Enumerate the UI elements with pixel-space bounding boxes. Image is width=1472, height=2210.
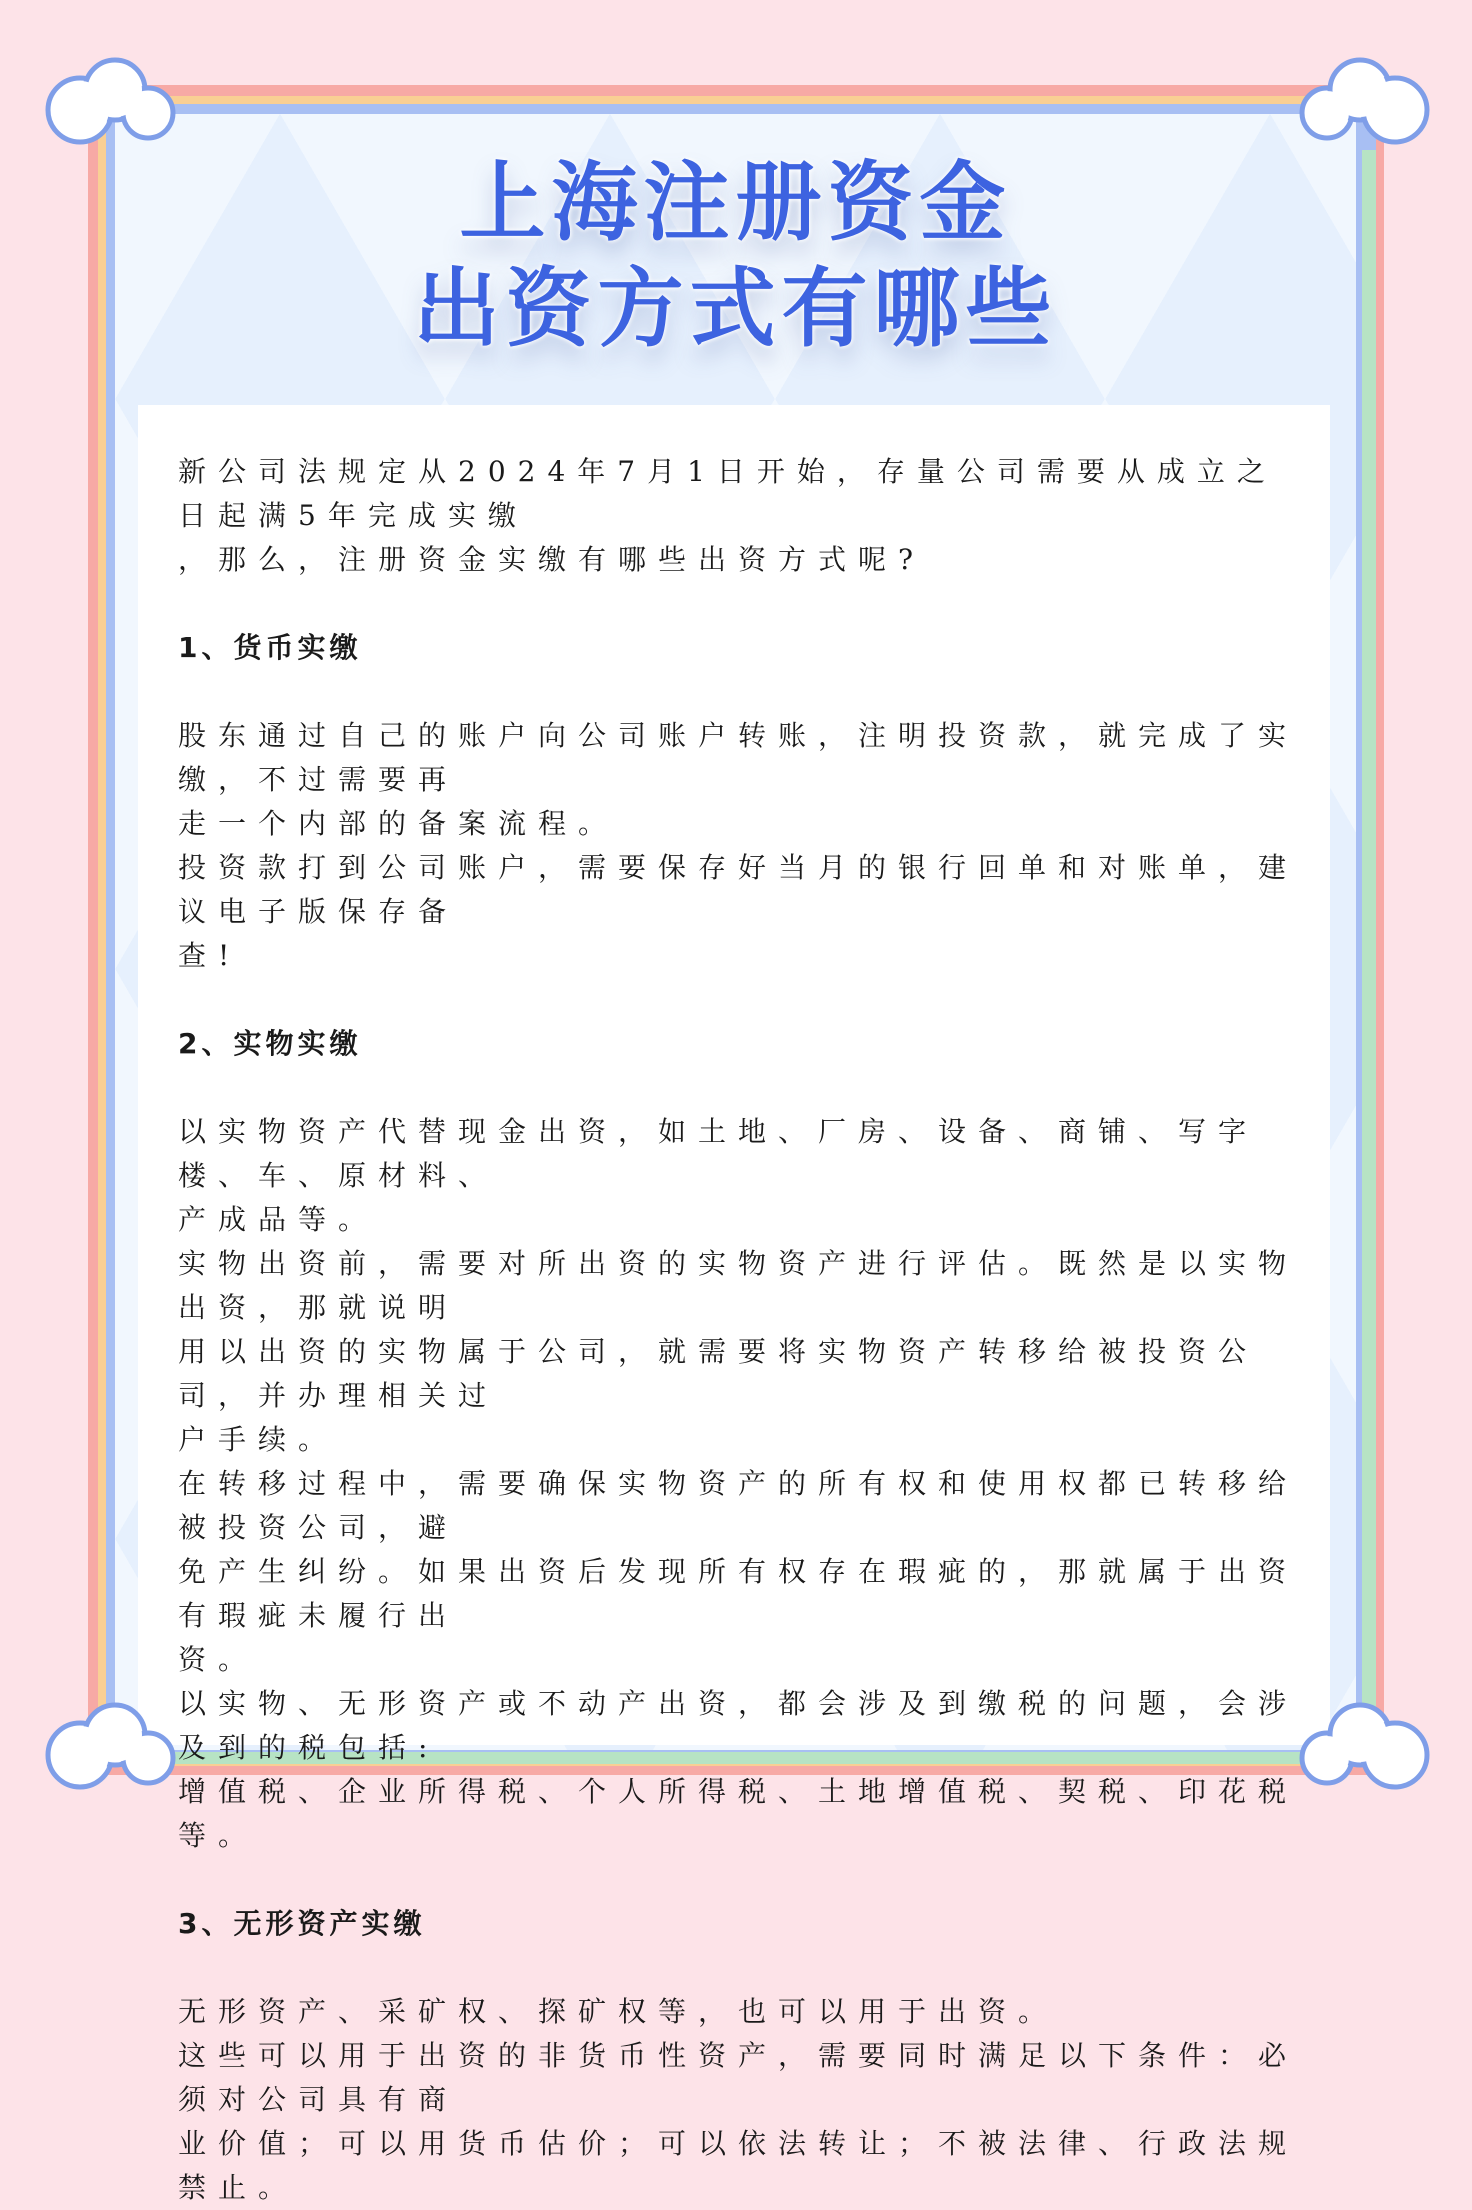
- rainbow-stripe-green: [1362, 150, 1376, 1750]
- section-line: 投资款打到公司账户，需要保存好当月的银行回单和对账单，建议电子版保存备: [178, 851, 1299, 928]
- title-line-2: 出资方式有哪些: [413, 258, 1058, 359]
- section-line: 产成品等。: [178, 1203, 379, 1236]
- section-line: 在转移过程中，需要确保实物资产的所有权和使用权都已转移给被投资公司，避: [178, 1467, 1299, 1544]
- section-line: 业价值；可以用货币估价；可以依法转让；不被法律、行政法规禁止。: [178, 2127, 1299, 2204]
- section-line: 走一个内部的备案流程。: [178, 807, 619, 840]
- section-line: 无形资产、采矿权、探矿权等，也可以用于出资。: [178, 1995, 1059, 2028]
- section-line: 免产生纠纷。如果出资后发现所有权存在瑕疵的，那就属于出资有瑕疵未履行出: [178, 1555, 1299, 1632]
- cloud-icon-bottom-right: [1295, 1690, 1445, 1800]
- section-heading: 3、无形资产实缴: [178, 1907, 426, 1940]
- title-line-1: 上海注册资金: [459, 152, 1012, 253]
- section-line: 资。: [178, 1643, 259, 1676]
- section-line: 以实物、无形资产或不动产出资，都会涉及到缴税的问题，会涉及到的税包括:: [178, 1687, 1299, 1764]
- page-title: [115, 150, 1356, 362]
- section-line: 实物出资前，需要对所出资的实物资产进行评估。既然是以实物出资，那就说明: [178, 1247, 1299, 1324]
- intro-line: 新公司法规定从2024年7月1日开始，存量公司需要从成立之日起满5年完成实缴: [178, 455, 1277, 532]
- cloud-icon-top-right: [1295, 45, 1445, 155]
- article-body: [178, 450, 1298, 2210]
- section-heading: 2、实物实缴: [178, 1027, 362, 1060]
- cloud-icon-top-left: [30, 45, 180, 155]
- section-heading: 1、货币实缴: [178, 631, 362, 664]
- section-line: 以实物资产代替现金出资，如土地、厂房、设备、商铺、写字楼、车、原材料、: [178, 1115, 1259, 1192]
- section-line: 用以出资的实物属于公司，就需要将实物资产转移给被投资公司，并办理相关过: [178, 1335, 1259, 1412]
- section-line: 查!: [178, 939, 242, 972]
- section-line: 户手续。: [178, 1423, 339, 1456]
- cloud-icon-bottom-left: [30, 1690, 180, 1800]
- section-line: 这些可以用于出资的非货币性资产，需要同时满足以下条件：必须对公司具有商: [178, 2039, 1299, 2116]
- section-line: 增值税、企业所得税、个人所得税、土地增值税、契税、印花税等。: [178, 1775, 1299, 1852]
- intro-line: ，那么，注册资金实缴有哪些出资方式呢?: [178, 543, 926, 576]
- section-line: 股东通过自己的账户向公司账户转账，注明投资款，就完成了实缴，不过需要再: [178, 719, 1299, 796]
